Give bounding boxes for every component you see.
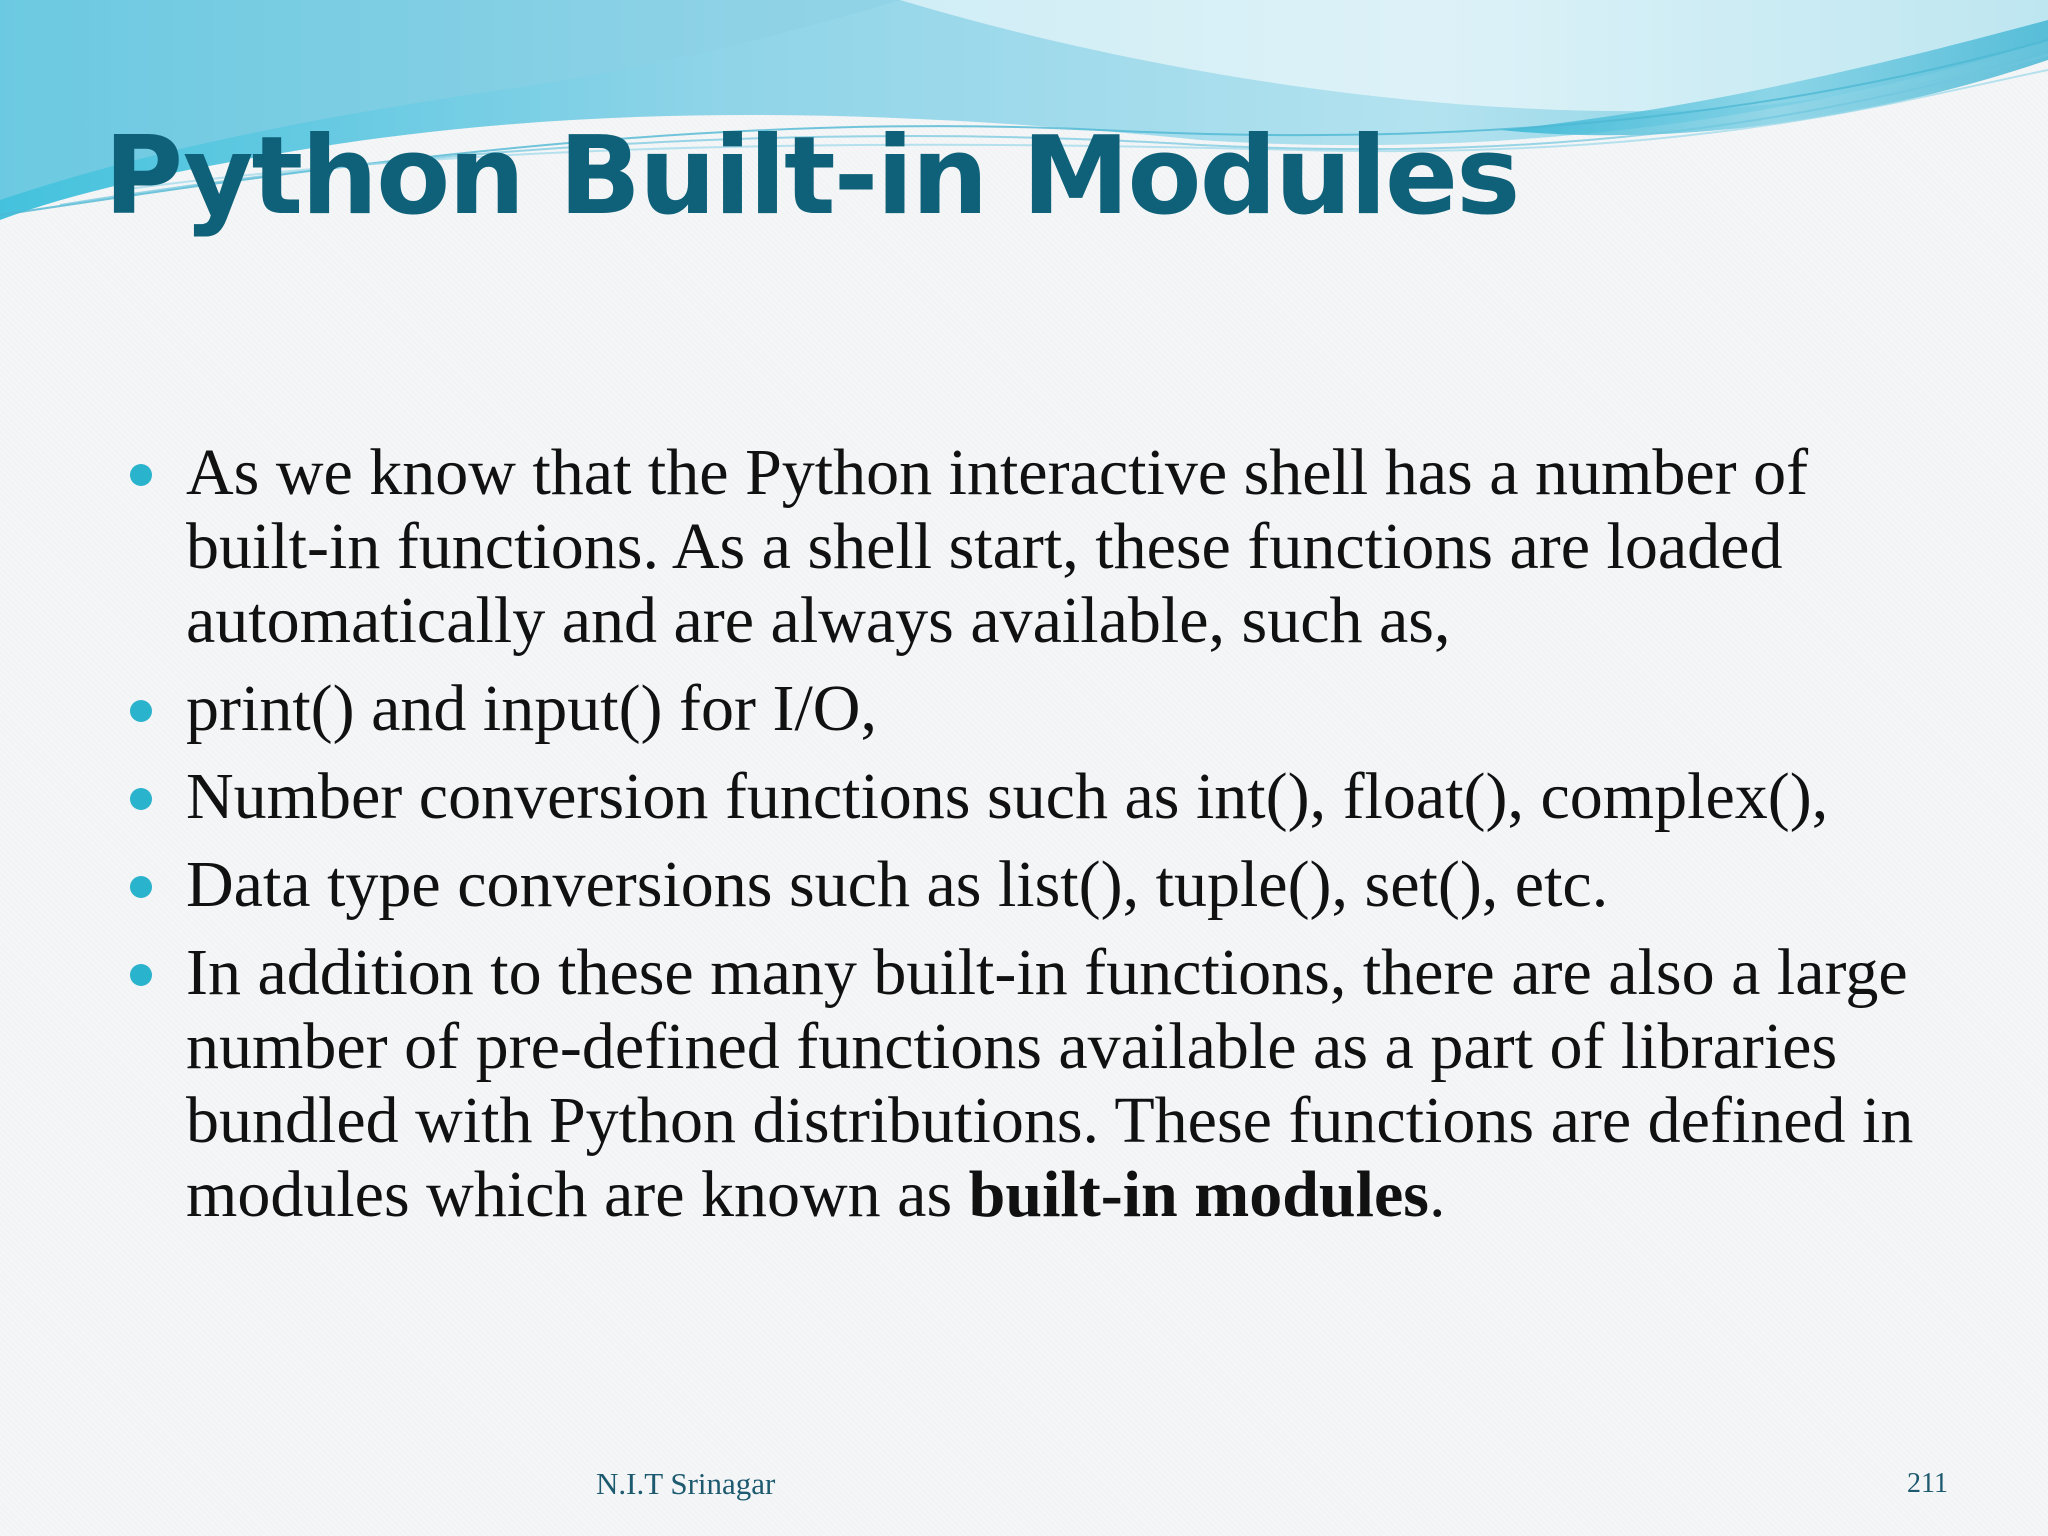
bullet-text: In addition to these many built-in functions, there are also a large number of pre-defined functions available as a part of libraries bundled with Python distributions. These functions are defined in modules which are known as [186, 936, 1914, 1231]
bullet-trailing-punctuation: . [1428, 1158, 1446, 1231]
bullet-item [186, 436, 1946, 658]
page-number: 211 [1907, 1468, 1948, 1499]
bullet-item [186, 672, 1946, 746]
bullet-icon [130, 876, 152, 898]
bullet-item [186, 848, 1946, 922]
bullet-bold-term: built-in modules [968, 1158, 1429, 1231]
bullet-list [186, 436, 1946, 1246]
bullet-icon [130, 964, 152, 986]
footer-institution: N.I.T Srinagar [596, 1466, 776, 1501]
bullet-text: Data type conversions such as list(), tuple(), set(), etc. [186, 848, 1609, 921]
bullet-text: As we know that the Python interactive shell has a number of built-in functions. As a shell start, these functions are loaded automatically and are always available, such as, [186, 436, 1809, 657]
bullet-item [186, 936, 1946, 1232]
bullet-text: print() and input() for I/O, [186, 672, 877, 745]
bullet-icon [130, 700, 152, 722]
slide-title: Python Built-in Modules [104, 114, 1519, 239]
bullet-text: Number conversion functions such as int(), float(), complex(), [186, 760, 1829, 833]
bullet-item [186, 760, 1946, 834]
bullet-icon [130, 788, 152, 810]
bullet-icon [130, 464, 152, 486]
